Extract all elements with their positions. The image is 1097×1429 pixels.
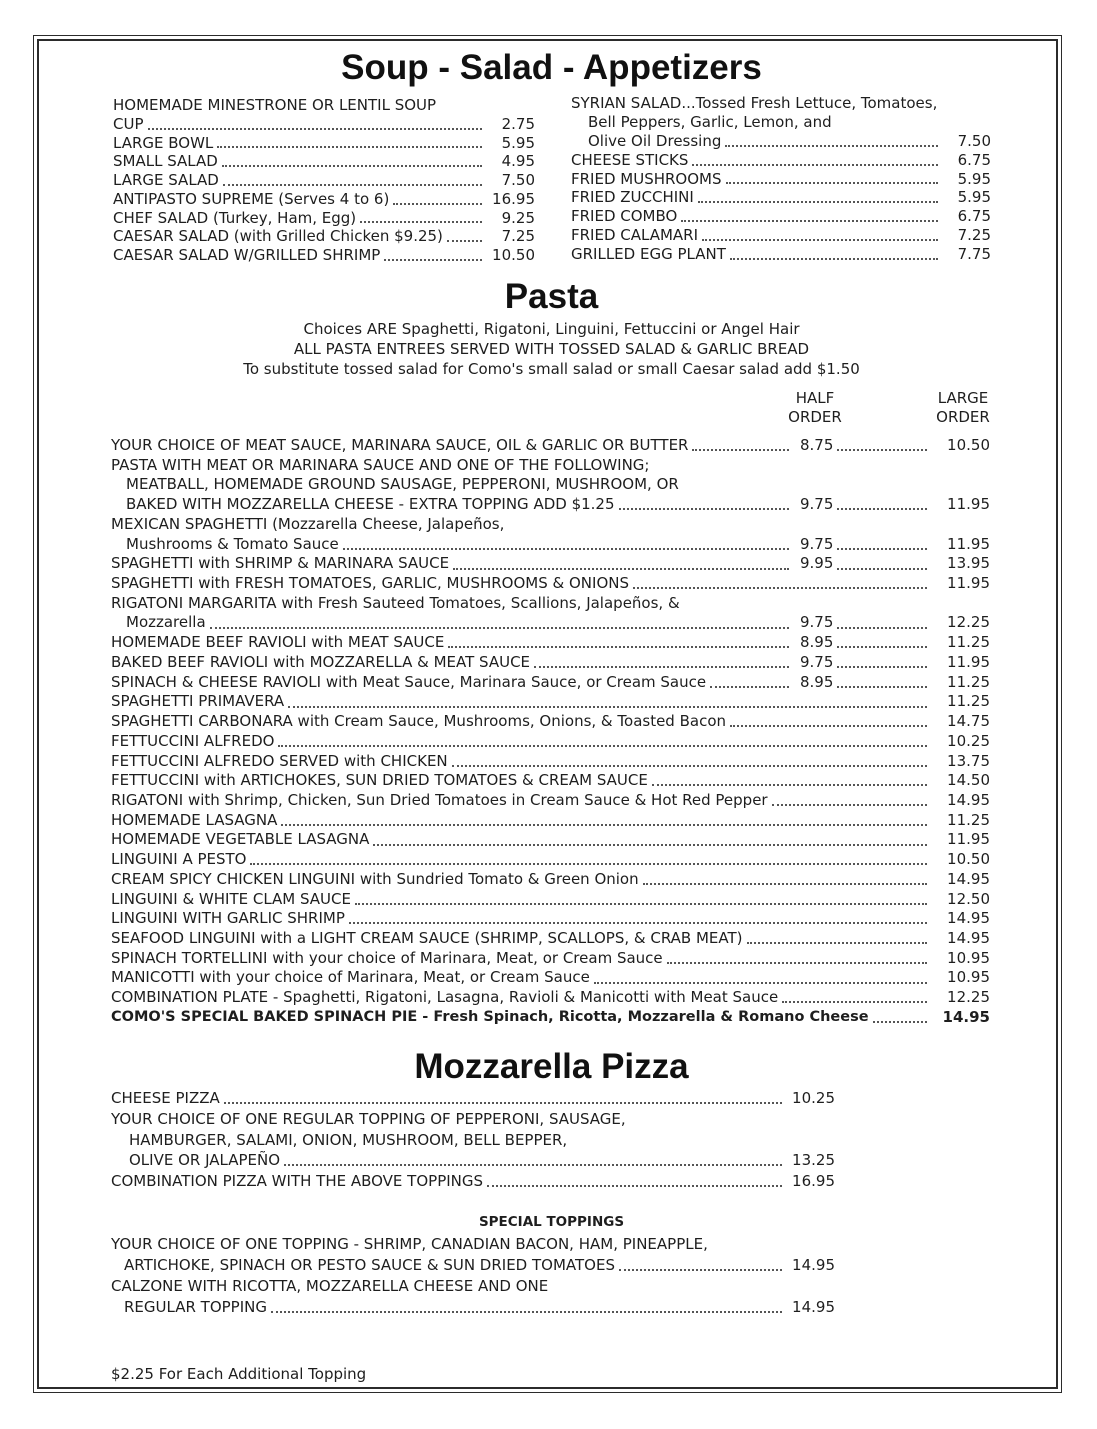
large-order-price: 11.95 [947,652,990,671]
menu-item-line [113,190,535,209]
menu-item-line [111,535,992,555]
section-title-pizza: Mozzarella Pizza [414,1047,689,1086]
menu-item [111,436,992,456]
dot-leader [873,1021,927,1023]
menu-item [571,245,991,264]
menu-item [111,456,992,515]
dot-leader [223,184,482,186]
menu-item-name: CALZONE WITH RICOTTA, MOZZARELLA CHEESE AND ONE [111,1277,549,1295]
large-order-price: 14.95 [947,790,990,809]
menu-item-line [571,151,991,170]
dot-leader [710,686,789,688]
menu-item [111,1234,835,1276]
special-toppings-list [111,1234,835,1318]
half-order-price: 8.95 [800,633,834,652]
section-title-pasta: Pasta [504,277,599,316]
menu-item-price: 16.95 [492,189,535,208]
menu-item-price: 4.95 [501,152,535,171]
menu-item [111,515,992,554]
menu-item-name: LINGUINI WITH GARLIC SHRIMP [111,909,345,928]
menu-item-name: HOMEMADE BEEF RAVIOLI with MEAT SAUCE [111,633,445,652]
large-order-price: 10.50 [947,436,990,454]
menu-item-name: CAESAR SALAD W/GRILLED SHRIMP [113,246,381,264]
dot-leader [747,942,927,944]
pizza-list [111,1088,835,1192]
menu-item [111,949,992,969]
menu-item [113,171,535,190]
menu-item-price: 7.25 [957,226,991,245]
menu-item-line [571,94,991,113]
large-order-price: 14.95 [942,1007,990,1026]
menu-item-price: 10.25 [792,1089,835,1107]
large-order-price: 13.95 [947,554,990,573]
menu-item-name: CHEESE PIZZA [111,1089,220,1107]
menu-item-price: 14.95 [792,1298,835,1316]
menu-item-name: LARGE SALAD [113,171,219,189]
menu-item-name: FRIED MUSHROOMS [571,169,722,188]
menu-item [111,870,992,890]
half-order-price: 9.95 [800,554,834,573]
dot-leader [692,449,789,451]
dot-leader [288,706,927,708]
dot-leader [452,765,927,767]
dot-leader [702,239,938,241]
menu-item [113,152,535,171]
menu-item [111,1276,835,1318]
dot-leader [837,508,927,510]
menu-item-name: ANTIPASTO SUPREME (Serves 4 to 6) [113,189,390,208]
menu-item [113,134,535,153]
half-order-cell [794,613,932,633]
menu-item-line [571,207,991,226]
menu-item-line [571,245,991,264]
menu-item-name: CHEF SALAD (Turkey, Ham, Egg) [113,208,357,227]
menu-item [111,712,992,732]
menu-item [111,653,992,673]
menu-item-name: CAESAR SALAD (with Grilled Chicken $9.25) [113,227,443,246]
menu-item-line [111,929,992,949]
menu-item-line [111,890,992,910]
menu-item-line [113,152,535,171]
menu-item-name: YOUR CHOICE OF ONE REGULAR TOPPING OF PEPPERONI, SAUSAGE, [111,1109,626,1128]
menu-item [113,227,535,246]
menu-item-line [111,692,992,712]
menu-item-name: LINGUINI & WHITE CLAM SAUCE [111,889,351,908]
menu-item-line [111,1234,835,1255]
menu-item [111,1171,835,1192]
menu-item-line [111,495,992,515]
menu-item-name: FRIED ZUCCHINI [571,188,694,207]
menu-item-name: SEAFOOD LINGUINI with a LIGHT CREAM SAUCE (SHRIMP, SCALLOPS, & CRAB MEAT) [111,928,743,947]
large-order-price: 11.95 [947,495,990,514]
dot-leader [725,145,938,147]
menu-item-name: REGULAR TOPPING [124,1298,267,1316]
half-order-price: 9.75 [800,534,834,553]
pasta-note: ALL PASTA ENTREES SERVED WITH TOSSED SALAD & GARLIC BREAD [293,340,810,358]
menu-item-name: BAKED WITH MOZZARELLA CHEESE - EXTRA TOPPING ADD $1.25 [126,495,615,514]
dot-leader [692,164,938,166]
menu-item-name: YOUR CHOICE OF MEAT SAUCE, MARINARA SAUCE, OIL & GARLIC OR BUTTER [111,436,689,454]
menu-item [113,209,535,228]
menu-item-name: SPAGHETTI PRIMAVERA [111,692,285,711]
menu-item-line [111,850,992,870]
large-order-column-header [930,389,996,427]
menu-item [571,94,991,151]
menu-item-line [571,170,991,189]
menu-item [111,771,992,791]
menu-item [111,890,992,910]
menu-item-line [111,574,992,594]
large-order-price: 10.50 [947,850,990,869]
menu-item-line [111,771,992,791]
menu-item [571,188,991,207]
half-order-cell [794,535,932,555]
menu-item-name: CUP [113,114,144,133]
menu-item [111,673,992,693]
pasta-notes [111,319,992,379]
dot-leader [594,982,927,984]
menu-item-price: 16.95 [792,1172,835,1190]
menu-item-name: FETTUCCINI ALFREDO [111,731,275,750]
menu-item-line [111,968,992,988]
large-order-price: 14.95 [947,909,990,928]
menu-item-line [111,1276,835,1297]
large-order-price: 10.95 [947,948,990,967]
large-order-price: 12.25 [947,613,990,632]
appetizers-right-column [571,94,991,264]
menu-item-name: SPAGHETTI CARBONARA with Cream Sauce, Mushrooms, Onions, & Toasted Bacon [111,712,727,731]
menu-item-line [111,594,992,614]
dot-leader [271,1311,782,1313]
menu-item-price: 7.25 [501,227,535,246]
menu-item-line [111,1130,835,1151]
large-order-price: 11.25 [947,672,990,691]
menu-item-line [111,456,992,476]
special-menu-item [111,1008,992,1028]
menu-item [113,246,535,265]
menu-item [111,929,992,949]
menu-item [111,594,992,633]
menu-item-name: SMALL SALAD [113,152,218,171]
menu-item [571,170,991,189]
menu-item-line [111,988,992,1008]
menu-item-line [113,171,535,190]
large-order-price: 14.95 [947,928,990,947]
menu-item-price: 2.75 [501,114,535,133]
menu-item-name: COMBINATION PLATE - Spaghetti, Rigatoni, Lasagna, Ravioli & Manicotti with Meat Sauce [111,988,779,1007]
half-order-cell [794,554,932,574]
menu-item-price: 10.50 [492,246,535,264]
menu-item-line [111,1255,835,1276]
menu-item [111,811,992,831]
menu-item-name: MEXICAN SPAGHETTI (Mozzarella Cheese, Jalapeños, [111,514,505,533]
dot-leader [534,666,789,668]
menu-item [111,850,992,870]
dot-leader [772,804,927,806]
large-order-price: 13.75 [947,751,990,770]
half-order-column-header [776,389,854,427]
dot-leader [393,203,482,205]
dot-leader [837,449,927,451]
menu-item-price: 7.50 [957,131,991,150]
dot-leader [343,548,789,550]
half-order-price: 8.75 [800,436,834,454]
menu-item-name: RIGATONI MARGARITA with Fresh Sauteed Tomatoes, Scallions, Jalapeños, & [111,593,680,612]
large-order-price: 11.25 [947,810,990,829]
menu-item-line [113,209,535,228]
menu-item-line [111,436,992,456]
menu-item [113,96,535,115]
large-order-price: 14.50 [947,771,990,790]
menu-item [113,115,535,134]
menu-item-line [111,673,992,693]
dot-leader [652,784,927,786]
half-order-price: 8.95 [800,672,834,691]
menu-item-line [571,226,991,245]
appetizers-left-column [113,96,535,265]
menu-item-name: MEATBALL, HOMEMADE GROUND SAUSAGE, PEPPERONI, MUSHROOM, OR [126,475,679,494]
menu-item-name: CREAM SPICY CHICKEN LINGUINI with Sundried Tomato & Green Onion [111,869,639,888]
menu-item-line [111,949,992,969]
menu-item [571,151,991,170]
menu-item [111,633,992,653]
menu-item-name: Mushrooms & Tomato Sauce [126,534,339,553]
dot-leader [837,646,927,648]
menu-item-name: FRIED CALAMARI [571,226,699,245]
dot-leader [698,201,938,203]
large-order-price: 14.95 [947,869,990,888]
menu-item-name: SPINACH TORTELLINI with your choice of Marinara, Meat, or Cream Sauce [111,948,663,967]
menu-item-name: BAKED BEEF RAVIOLI with MOZZARELLA & MEAT SAUCE [111,652,531,671]
section-title-soup-salad-appetizers: Soup - Salad - Appetizers [341,48,762,87]
dot-leader [453,568,789,570]
menu-item-line [111,732,992,752]
large-order-price: 11.95 [947,574,990,593]
large-order-price: 10.25 [947,731,990,750]
menu-item-name: LINGUINI A PESTO [111,850,247,869]
dot-leader [837,627,927,629]
dot-leader [730,258,938,260]
menu-item-line [111,554,992,574]
large-order-price: 12.25 [947,988,990,1007]
menu-item [571,207,991,226]
dot-leader [619,508,789,510]
large-order-price: 12.50 [947,889,990,908]
menu-item-line [111,791,992,811]
dot-leader [448,646,789,648]
menu-item-name: COMO'S SPECIAL BAKED SPINACH PIE - Fresh Spinach, Ricotta, Mozzarella & Romano Cheese [111,1008,869,1025]
menu-item-line [111,870,992,890]
half-order-price: 9.75 [800,495,834,514]
large-order-price: 11.25 [947,633,990,652]
dot-leader [217,146,482,148]
menu-item-name: Mozzarella [126,613,206,632]
menu-item-price: 5.95 [501,133,535,152]
pasta-note: To substitute tossed salad for Como's small salad or small Caesar salad add $1.50 [243,360,860,378]
menu-item-line [571,113,991,132]
menu-item-line [111,1297,835,1318]
menu-item-price: 5.95 [957,188,991,207]
column-header-line: HALF [795,389,835,407]
dot-leader [210,627,789,629]
menu-item-line [113,96,535,115]
dot-leader [373,844,927,846]
menu-item-name: HOMEMADE LASAGNA [111,810,278,829]
menu-item [111,752,992,772]
half-order-price: 9.75 [800,613,834,632]
menu-item-price: 5.95 [957,169,991,188]
menu-item-name: SPINACH & CHEESE RAVIOLI with Meat Sauce, Marinara Sauce, or Cream Sauce [111,672,707,691]
dot-leader [384,259,482,261]
dot-leader [837,686,927,688]
menu-item-line [111,712,992,732]
menu-item [111,692,992,712]
menu-item-line [113,246,535,265]
menu-item-line [111,633,992,653]
half-order-cell [794,633,932,653]
menu-item-line [111,653,992,673]
menu-item-price: 7.75 [957,245,991,264]
dot-leader [667,962,927,964]
dot-leader [487,1185,782,1187]
menu-item-name: HAMBURGER, SALAMI, ONION, MUSHROOM, BELL BEPPER, [129,1130,568,1149]
menu-item-name: FETTUCCINI with ARTICHOKES, SUN DRIED TOMATOES & CREAM SAUCE [111,771,648,790]
menu-item-name: SPAGHETTI with FRESH TOMATOES, GARLIC, MUSHROOMS & ONIONS [111,574,629,593]
menu-item-line [111,515,992,535]
large-order-price: 11.95 [947,534,990,553]
menu-item-line [113,227,535,246]
menu-item-line [111,475,992,495]
menu-item-price: 6.75 [957,150,991,169]
half-order-price: 9.75 [800,652,834,671]
dot-leader [349,922,927,924]
dot-leader [681,220,938,222]
additional-topping-note: $2.25 For Each Additional Topping [111,1365,367,1383]
menu-item-name: PASTA WITH MEAT OR MARINARA SAUCE AND ONE OF THE FOLLOWING; [111,455,650,474]
dot-leader [619,1269,782,1271]
menu-item-name: ARTICHOKE, SPINACH OR PESTO SAUCE & SUN DRIED TOMATOES [124,1256,615,1274]
menu-item-line [111,1171,835,1192]
column-header-line: ORDER [788,408,842,426]
menu-item-name: HOMEMADE MINESTRONE OR LENTIL SOUP [113,96,437,114]
menu-item-name: MANICOTTI with your choice of Marinara, Meat, or Cream Sauce [111,968,590,987]
pasta-note: Choices ARE Spaghetti, Rigatoni, Linguini, Fettuccini or Angel Hair [303,320,800,338]
menu-item-name: SYRIAN SALAD...Tossed Fresh Lettuce, Tomatoes, [571,94,938,112]
half-order-cell [794,495,932,515]
large-order-price: 11.25 [947,692,990,711]
large-order-price: 11.95 [947,830,990,849]
menu-item-name: LARGE BOWL [113,133,214,152]
menu-item-name: HOMEMADE VEGETABLE LASAGNA [111,830,370,849]
half-order-cell [794,653,932,673]
menu-item-price: 14.95 [792,1256,835,1274]
half-order-cell [794,673,932,693]
dot-leader [360,221,482,223]
menu-item-name: COMBINATION PIZZA WITH THE ABOVE TOPPINGS [111,1172,484,1190]
dot-leader [837,568,927,570]
menu-item [113,190,535,209]
menu-item [111,791,992,811]
menu-item-line [571,188,991,207]
dot-leader [643,883,927,885]
menu-item [111,732,992,752]
menu-item-name: Bell Peppers, Garlic, Lemon, and [588,112,832,131]
menu-item-line [111,1150,835,1171]
dot-leader [447,240,482,242]
dot-leader [148,128,483,130]
menu-item-line [113,115,535,134]
menu-item [111,968,992,988]
dot-leader [281,824,927,826]
column-header-line: LARGE [937,389,989,407]
menu-item-price: 9.25 [501,208,535,227]
menu-item-line [111,1109,835,1130]
dot-leader [782,1001,927,1003]
dot-leader [222,165,482,167]
dot-leader [730,725,927,727]
menu-item-name: SPAGHETTI with SHRIMP & MARINARA SAUCE [111,554,450,573]
menu-item [571,226,991,245]
dot-leader [633,587,927,589]
menu-item-line [111,1088,835,1109]
menu-item [111,574,992,594]
menu-item-line [111,1008,992,1028]
menu-item [111,554,992,574]
column-header-line: ORDER [936,408,990,426]
dot-leader [250,863,927,865]
menu-item [111,1109,835,1171]
dot-leader [224,1102,782,1104]
menu-item-name: FRIED COMBO [571,207,678,226]
menu-item-line [111,830,992,850]
dot-leader [837,666,927,668]
dot-leader [837,548,927,550]
menu-item-name: RIGATONI with Shrimp, Chicken, Sun Dried Tomatoes in Cream Sauce & Hot Red Pepper [111,790,768,809]
menu-item-price: 7.50 [501,171,535,189]
pasta-list [111,436,992,1028]
menu-item-name: OLIVE OR JALAPEÑO [129,1151,281,1170]
special-toppings-heading: SPECIAL TOPPINGS [478,1214,625,1230]
menu-item-name: CHEESE STICKS [571,150,689,169]
menu-item-line [111,811,992,831]
large-order-price: 14.75 [947,712,990,731]
menu-item-name: FETTUCCINI ALFREDO SERVED with CHICKEN [111,751,448,770]
menu-item [111,909,992,929]
dot-leader [726,182,939,184]
menu-item-line [111,909,992,929]
menu-item [111,830,992,850]
half-order-cell [794,436,932,456]
menu-item-name: YOUR CHOICE OF ONE TOPPING - SHRIMP, CANADIAN BACON, HAM, PINEAPPLE, [111,1235,708,1253]
menu-item-name: Olive Oil Dressing [588,131,722,150]
dot-leader [284,1164,782,1166]
menu-item-line [111,752,992,772]
dot-leader [278,745,927,747]
menu-item-name: GRILLED EGG PLANT [571,245,726,264]
menu-item-line [113,134,535,153]
large-order-price: 10.95 [947,968,990,987]
menu-item [111,988,992,1008]
menu-item [111,1088,835,1109]
menu-item-price: 13.25 [792,1151,835,1170]
menu-item-line [111,613,992,633]
menu-item-price: 6.75 [957,207,991,226]
dot-leader [355,903,927,905]
menu-item-line [571,132,991,151]
